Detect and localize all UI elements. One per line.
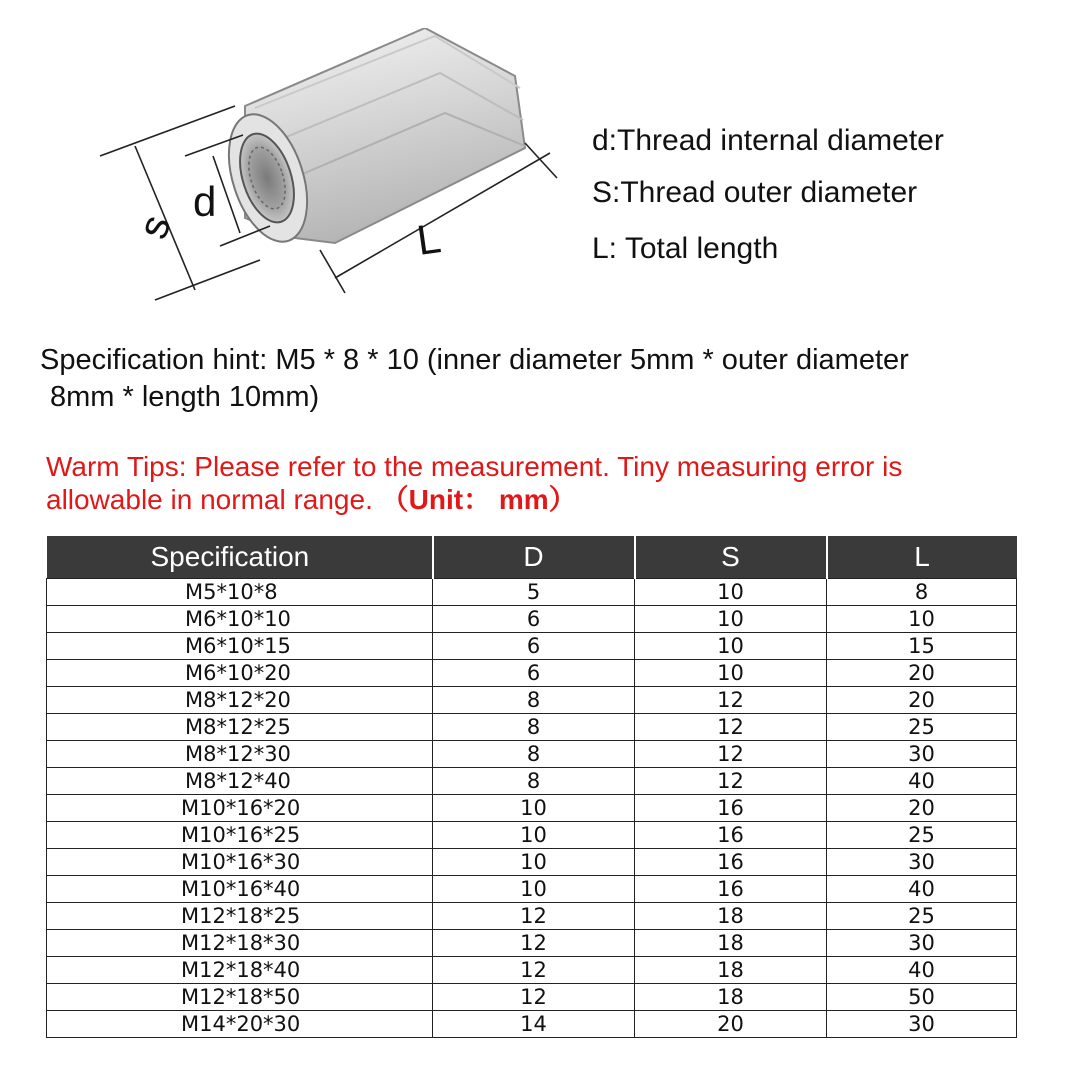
table-row [47,849,1017,876]
cell-d: 12 [433,984,635,1011]
table-row [47,1011,1017,1038]
coupling-nut-diagram [95,28,565,318]
cell-s: 10 [635,579,827,606]
cell-d: 6 [433,606,635,633]
legend-d: d:Thread internal diameter [592,124,944,157]
legend-s: S:Thread outer diameter [592,176,918,209]
dim-label-s: s [128,208,180,245]
cell-d: 8 [433,768,635,795]
cell-l: 8 [827,579,1017,606]
cell-s: 18 [635,903,827,930]
cell-l: 15 [827,633,1017,660]
cell-d: 14 [433,1011,635,1038]
cell-l: 30 [827,741,1017,768]
cell-spec: M12*18*40 [47,957,433,984]
dim-label-d: d [193,178,217,225]
cell-s: 10 [635,633,827,660]
cell-d: 10 [433,849,635,876]
header-s: S [635,536,827,579]
cell-s: 20 [635,1011,827,1038]
cell-spec: M6*10*10 [47,606,433,633]
cell-spec: M10*16*40 [47,876,433,903]
table-row [47,930,1017,957]
cell-d: 12 [433,930,635,957]
cell-l: 30 [827,930,1017,957]
table-row [47,660,1017,687]
table-row [47,741,1017,768]
cell-l: 25 [827,822,1017,849]
unit-note: （Unit： mm） [380,484,577,515]
cell-spec: M10*16*30 [47,849,433,876]
table-row [47,984,1017,1011]
cell-s: 12 [635,714,827,741]
cell-d: 10 [433,795,635,822]
table-row [47,822,1017,849]
cell-s: 10 [635,660,827,687]
cell-d: 10 [433,822,635,849]
table-body [47,579,1017,1038]
cell-l: 40 [827,876,1017,903]
table-row [47,957,1017,984]
table-header-row [47,536,1017,579]
cell-s: 16 [635,876,827,903]
header-specification: Specification [47,536,433,579]
cell-l: 20 [827,795,1017,822]
cell-l: 10 [827,606,1017,633]
cell-spec: M8*12*30 [47,741,433,768]
warm-tips [46,450,1056,516]
cell-spec: M8*12*25 [47,714,433,741]
cell-l: 25 [827,903,1017,930]
cell-spec: M8*12*40 [47,768,433,795]
legend-l: L: Total length [592,232,779,265]
cell-spec: M5*10*8 [47,579,433,606]
warm-tips-line2: allowable in normal range. [46,484,373,515]
cell-d: 6 [433,660,635,687]
cell-s: 16 [635,795,827,822]
header-d: D [433,536,635,579]
dim-label-L: L [414,214,444,264]
cell-spec: M12*18*30 [47,930,433,957]
header-l: L [827,536,1017,579]
cell-d: 8 [433,687,635,714]
table-row [47,768,1017,795]
cell-d: 8 [433,714,635,741]
cell-s: 10 [635,606,827,633]
cell-l: 20 [827,687,1017,714]
cell-d: 6 [433,633,635,660]
warm-tips-line1: Warm Tips: Please refer to the measurement. Tiny measuring error is [46,451,903,482]
cell-d: 5 [433,579,635,606]
cell-d: 8 [433,741,635,768]
table-row [47,687,1017,714]
cell-l: 50 [827,984,1017,1011]
cell-s: 12 [635,768,827,795]
specification-hint [40,342,1050,416]
cell-s: 18 [635,984,827,1011]
cell-spec: M14*20*30 [47,1011,433,1038]
cell-l: 30 [827,1011,1017,1038]
table-row [47,714,1017,741]
cell-d: 10 [433,876,635,903]
cell-spec: M6*10*15 [47,633,433,660]
cell-spec: M10*16*25 [47,822,433,849]
cell-l: 20 [827,660,1017,687]
spec-hint-line2: 8mm * length 10mm) [50,381,320,413]
cell-l: 25 [827,714,1017,741]
table-row [47,795,1017,822]
cell-spec: M6*10*20 [47,660,433,687]
table-row [47,876,1017,903]
cell-spec: M10*16*20 [47,795,433,822]
cell-spec: M8*12*20 [47,687,433,714]
cell-s: 18 [635,957,827,984]
cell-l: 40 [827,768,1017,795]
cell-s: 12 [635,741,827,768]
cell-l: 40 [827,957,1017,984]
table-row [47,903,1017,930]
cell-l: 30 [827,849,1017,876]
cell-spec: M12*18*50 [47,984,433,1011]
cell-s: 12 [635,687,827,714]
table-row [47,633,1017,660]
cell-d: 12 [433,903,635,930]
specification-table [46,536,1017,1038]
cell-s: 16 [635,849,827,876]
cell-s: 16 [635,822,827,849]
table-row [47,606,1017,633]
cell-s: 18 [635,930,827,957]
spec-hint-line1: Specification hint: M5 * 8 * 10 (inner diameter 5mm * outer diameter [40,344,909,376]
table-row [47,579,1017,606]
cell-spec: M12*18*25 [47,903,433,930]
cell-d: 12 [433,957,635,984]
